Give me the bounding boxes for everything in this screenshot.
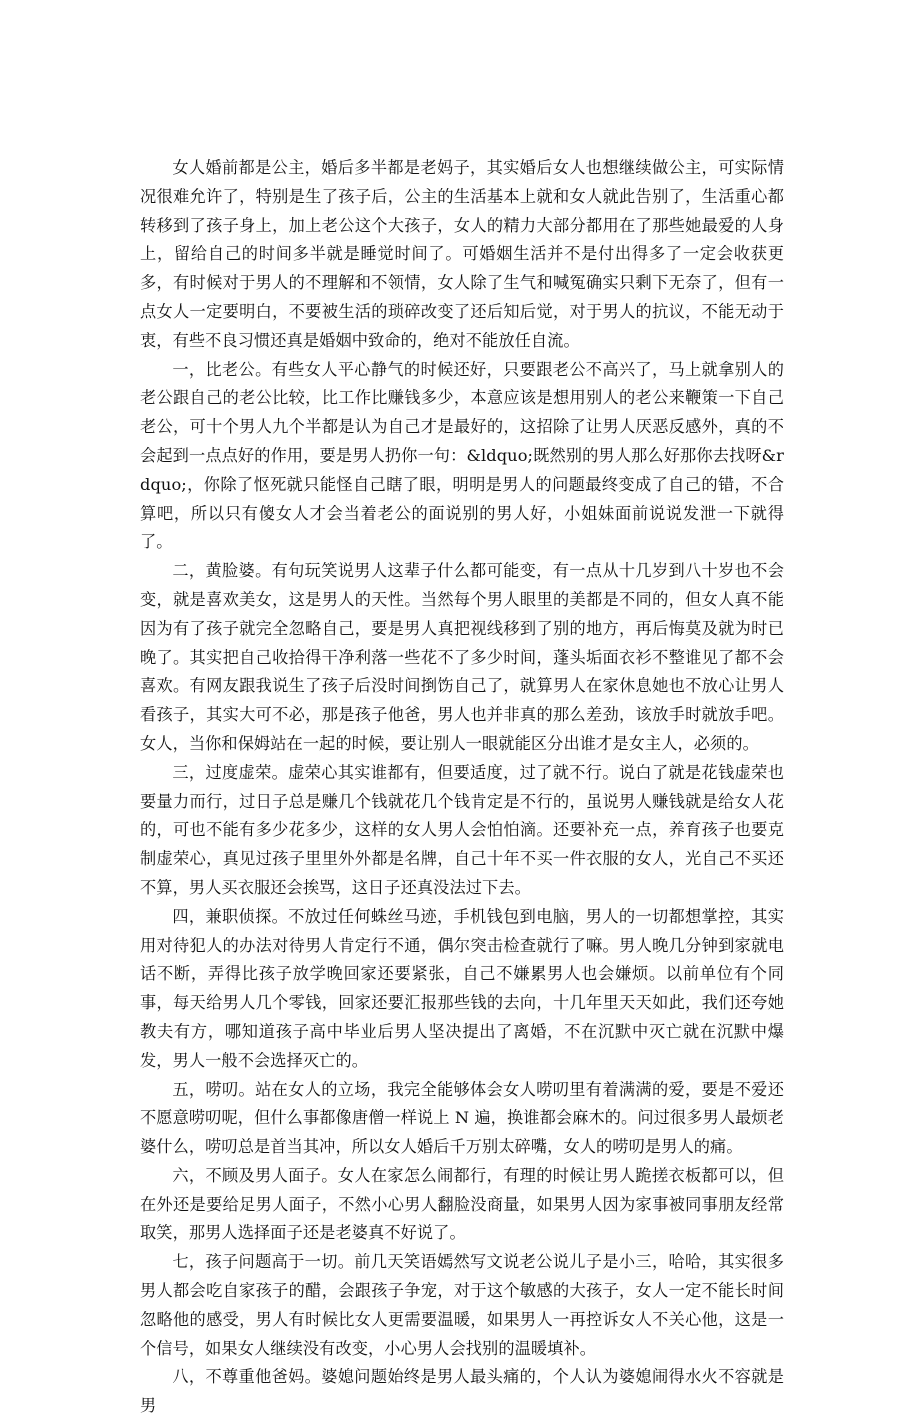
paragraph-point-1: 一，比老公。有些女人平心静气的时候还好，只要跟老公不高兴了，马上就拿别人的老公跟自己的老公比较，比工作比赚钱多少，本意应该是想用别人的老公来鞭策一下自己老公，可十个男人九个半都是认为自己才是最好的，这招除了让男人厌恶反感外，真的不会起到一点点好的作用，要是男人扔你一句：&ldquo;既然别的男人那么好那你去找呀&rdquo;，你除了怄死就只能怪自己瞎了眼，明明是男人的问题最终变成了自己的错，不合算吧，所以只有傻女人才会当着老公的面说别的男人好，小姐妹面前说说发泄一下就得了。 [140, 359, 784, 552]
paragraph-point-8: 八，不尊重他爸妈。婆媳问题始终是男人最头痛的，个人认为婆媳闹得水火不容就是男 [140, 1367, 784, 1416]
paragraph-point-7: 七，孩子问题高于一切。前几天笑语嫣然写文说老公说儿子是小三，哈哈，其实很多男人都会吃自家孩子的醋，会跟孩子争宠，对于这个敏感的大孩子，女人一定不能长时间忽略他的感受，男人有时候比女人更需要温暖，如果男人一再控诉女人不关心他，这是一个信号，如果女人继续没有改变，小心男人会找别的温暖填补。 [140, 1252, 784, 1358]
paragraph-point-6: 六，不顾及男人面子。女人在家怎么闹都行，有理的时候让男人跪搓衣板都可以，但在外还是要给足男人面子，不然小心男人翻脸没商量，如果男人因为家事被同事朋友经常取笑，那男人选择面子还是老婆真不好说了。 [140, 1165, 784, 1243]
paragraph-point-4: 四，兼职侦探。不放过任何蛛丝马迹，手机钱包到电脑，男人的一切都想掌控，其实用对待犯人的办法对待男人肯定行不通，偶尔突击检查就行了嘛。男人晚几分钟到家就电话不断，弄得比孩子放学晚回家还要紧张，自己不嫌累男人也会嫌烦。以前单位有个同事，每天给男人几个零钱，回家还要汇报那些钱的去向，十几年里天天如此，我们还夸她教夫有方，哪知道孩子高中毕业后男人坚决提出了离婚，不在沉默中灭亡就在沉默中爆发，男人一般不会选择灭亡的。 [140, 906, 784, 1070]
paragraph-point-3: 三，过度虚荣。虚荣心其实谁都有，但要适度，过了就不行。说白了就是花钱虚荣也要量力而行，过日子总是赚几个钱就花几个钱肯定是不行的，虽说男人赚钱就是给女人花的，可也不能有多少花多少，这样的女人男人会怕怕滴。还要补充一点，养育孩子也要克制虚荣心，真见过孩子里里外外都是名牌，自己十年不买一件衣服的女人，光自己不买还不算，男人买衣服还会挨骂，这日子还真没法过下去。 [140, 762, 784, 897]
paragraph-point-5: 五，唠叨。站在女人的立场，我完全能够体会女人唠叨里有着满满的爱，要是不爱还不愿意唠叨呢，但什么事都像唐僧一样说上 N 遍，换谁都会麻木的。问过很多男人最烦老婆什么，唠叨总是首当其冲，所以女人婚后千万别太碎嘴，女人的唠叨是男人的痛。 [140, 1079, 784, 1157]
paragraph-intro: 女人婚前都是公主，婚后多半都是老妈子，其实婚后女人也想继续做公主，可实际情况很难允许了，特别是生了孩子后，公主的生活基本上就和女人就此告别了，生活重心都转移到了孩子身上，加上老公这个大孩子，女人的精力大部分都用在了那些她最爱的人身上，留给自己的时间多半就是睡觉时间了。可婚姻生活并不是付出得多了一定会收获更多，有时候对于男人的不理解和不领情，女人除了生气和喊冤确实只剩下无奈了，但有一点女人一定要明白，不要被生活的琐碎改变了还后知后觉，对于男人的抗议，不能无动于衷，有些不良习惯还真是婚姻中致命的，绝对不能放任自流。 [140, 158, 784, 350]
article-body [140, 154, 784, 1421]
paragraph-point-2: 二，黄脸婆。有句玩笑说男人这辈子什么都可能变，有一点从十几岁到八十岁也不会变，就是喜欢美女，这是男人的天性。当然每个男人眼里的美都是不同的，但女人真不能因为有了孩子就完全忽略自己，要是男人真把视线移到了别的地方，再后悔莫及就为时已晚了。其实把自己收拾得干净利落一些花不了多少时间，蓬头垢面衣衫不整谁见了都不会喜欢。有网友跟我说生了孩子后没时间捯饬自己了，就算男人在家休息她也不放心让男人看孩子，其实大可不必，那是孩子他爸，男人也并非真的那么差劲，该放手时就放手吧。女人，当你和保姆站在一起的时候，要让别人一眼就能区分出谁才是女主人，必须的。 [140, 561, 784, 753]
